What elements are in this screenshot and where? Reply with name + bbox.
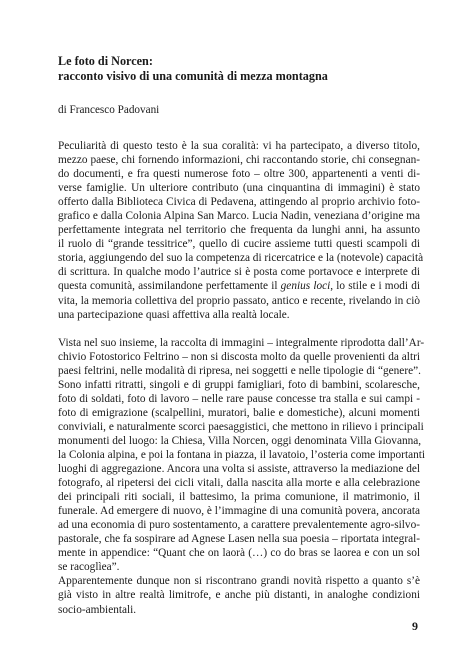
- text-line: se racoglìea”.: [58, 561, 120, 574]
- paragraph-1: [58, 139, 424, 322]
- text-line: vita, la memoria collettiva del proprio passato, antico e recente, rivelando in ciò: [58, 294, 420, 307]
- article-title: [58, 54, 420, 83]
- text-line: dei principali riti sociali, il battesimo, la prima comunione, il matrimonio, il: [58, 491, 420, 504]
- text-line: la Colonia alpina, e poi la fontana in piazza, il lavatoio, l’osteria come importanti: [58, 448, 426, 461]
- text-line: pastorale, che fa sospirare ad Agnese Lasen nella sua poesia – riportata integral-: [58, 533, 420, 546]
- text-line: una partecipazione quasi affettiva alla realtà locale.: [58, 308, 290, 321]
- text-line: luoghi di aggregazione. Ancora una volta si assiste, attraverso la mediazione del: [58, 463, 420, 476]
- text-line: chivio Fotostorico Feltrino – non si discosta molto da quelle provenienti da altri: [58, 350, 420, 363]
- text-line: di scrittura. In qualche modo l’autrice si è posta come portavoce e interprete di: [58, 266, 420, 279]
- text-line: foto di emigrazione (scalpellini, muratori, balie e domestiche), alcuni momenti: [58, 406, 420, 419]
- text-line: do documenti, e fra questi numerose foto – oltre 300, appartenenti a venti di-: [58, 168, 420, 181]
- page-body: [58, 54, 426, 617]
- text-line: storia, aggiungendo del suo la competenza di ricercatrice e la (notevole) capacità: [58, 252, 424, 265]
- title-line-2: racconto visivo di una comunità di mezza montagna: [58, 68, 328, 83]
- page-number: 9: [412, 619, 418, 633]
- text-line: Apparentemente dunque non si riscontrano grandi novità rispetto a quanto s’è: [58, 575, 420, 588]
- text-line: paesi feltrini, nelle modalità di ripresa, nei soggetti e nelle tipologie di “genere”.: [58, 364, 421, 377]
- text-line: Peculiarità di questo testo è la sua coralità: vi ha partecipato, a diverso titolo,: [58, 140, 420, 152]
- text-line: ad una economia di puro sostentamento, a carattere prevalentemente agro-silvo-: [58, 519, 420, 532]
- title-line-1: Le foto di Norcen:: [58, 54, 153, 68]
- text-line: mente in appendice: “Quant che on laorà (…) co do bras se laorea e con un sol: [58, 547, 420, 560]
- text-line: grafico e dalla Colonia Alpina San Marco. Lucia Nadin, veneziana d’origine ma: [58, 210, 420, 223]
- text-line: verse famiglie. Un ulteriore contributo (una cinquantina di immagini) è stato: [58, 182, 420, 195]
- paragraph-2: [58, 336, 426, 575]
- text-line: Sono infatti ritratti, singoli e di gruppi famigliari, foto di bambini, scolaresche,: [58, 378, 420, 391]
- text-line: socio-ambientali.: [58, 603, 137, 616]
- text-line: già visto in altre realtà limitrofe, e anche più distanti, in analoghe condizioni: [58, 589, 420, 602]
- text-line: foto di soldati, foto di lavoro – nelle rare pause concesse tra stalla e sui campi -: [58, 392, 420, 405]
- text-line: funerale. Ad emergere di nuovo, è l’immagine di una comunità povera, ancorata: [58, 505, 420, 518]
- author-byline: di Francesco Padovani: [58, 104, 160, 116]
- text-line: offerto dalla Biblioteca Civica di Pedavena, attingendo al proprio archivio foto-: [58, 196, 420, 209]
- text-line: questa comunità, assimilandone perfettamente il genius loci, lo stile e i modi di: [58, 280, 420, 293]
- text-line: conviviali, e naturalmente scorci paesaggistici, che mettono in rilievo i principali: [58, 420, 424, 433]
- text-line: mezzo paese, chi fornendo informazioni, chi raccontando storie, chi consegnan-: [58, 154, 420, 167]
- text-line: il ruolo di “grande tessitrice”, quello di cucire assieme tutti questi scampoli di: [58, 238, 420, 251]
- text-line: fotografo, al ripetersi dei cicli vitali, dalla nascita alla morte e alla celebrazione: [58, 477, 420, 490]
- text-line: monumenti del luogo: la Chiesa, Villa Norcen, oggi denominata Villa Giovanna,: [58, 434, 422, 447]
- text-line: Vista nel suo insieme, la raccolta di immagini – integralmente riprodotta dall’Ar-: [58, 336, 425, 349]
- text-line: perfettamente integrata nel territorio che frequenta da lunghi anni, ha assunto: [58, 224, 420, 237]
- paragraph-3: [58, 574, 420, 616]
